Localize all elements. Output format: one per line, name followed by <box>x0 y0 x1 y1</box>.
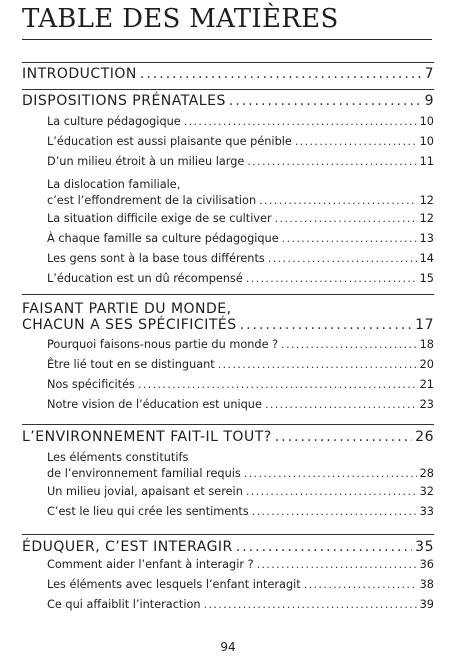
toc-entry[interactable] <box>22 575 434 595</box>
toc-section-page: 17 <box>415 317 434 333</box>
dot-leader <box>240 317 413 333</box>
dot-leader <box>247 152 416 172</box>
toc-section-4 <box>22 534 434 615</box>
dot-leader <box>218 355 417 375</box>
toc-entry-page: 11 <box>419 155 434 168</box>
toc-entry[interactable] <box>22 229 434 249</box>
dot-leader <box>265 395 417 415</box>
toc-entry[interactable] <box>22 555 434 575</box>
toc-entry[interactable] <box>22 375 434 395</box>
dot-leader <box>257 555 417 575</box>
toc-entry-label: L’éducation est un dû récompensé <box>47 272 243 285</box>
dot-leader <box>281 335 417 355</box>
toc-section-page: 9 <box>424 93 434 109</box>
toc-entry-label: INTRODUCTION <box>22 66 137 82</box>
toc-section-heading[interactable] <box>22 539 434 555</box>
toc-entry-page: 23 <box>419 398 434 411</box>
dot-leader <box>275 209 417 229</box>
toc-entry[interactable] <box>22 152 434 172</box>
toc-section-page: 26 <box>415 429 434 445</box>
section-divider <box>22 424 434 425</box>
toc-entry-label: Les gens sont à la base tous différents <box>47 252 265 265</box>
toc-entry[interactable] <box>22 395 434 415</box>
toc-entry[interactable] <box>22 482 434 502</box>
dot-leader <box>236 539 412 555</box>
toc-section-introduction <box>22 62 434 82</box>
dot-leader <box>268 249 417 269</box>
toc-entry-page: 14 <box>419 252 434 265</box>
toc-entry[interactable] <box>22 112 434 132</box>
dot-leader <box>252 502 417 522</box>
toc-entry-page: 21 <box>419 378 434 391</box>
toc-section-1 <box>22 89 434 289</box>
toc-section-title: DISPOSITIONS PRÉNATALES <box>22 93 226 109</box>
toc-entry-page: 7 <box>424 66 434 82</box>
dot-leader <box>204 595 417 615</box>
toc-entry[interactable] <box>22 209 434 229</box>
section-divider <box>22 294 434 295</box>
page-number: 94 <box>220 640 236 654</box>
toc-section-page: 35 <box>415 539 434 555</box>
toc-section-title: CHACUN A SES SPÉCIFICITÉS <box>22 317 237 333</box>
toc-section-3 <box>22 424 434 522</box>
toc-entry-label: de l’environnement familial requis <box>47 467 241 480</box>
toc-entry-label: Pourquoi faisons-nous partie du monde ? <box>47 338 279 351</box>
toc-entry-page: 33 <box>419 505 434 518</box>
toc-entry-label: Comment aider l’enfant à interagir ? <box>47 558 254 571</box>
toc-entry-page: 32 <box>419 485 434 498</box>
toc-entry-introduction[interactable] <box>22 66 434 82</box>
toc-entry[interactable] <box>22 249 434 269</box>
dot-leader <box>244 465 417 482</box>
toc-entry[interactable] <box>22 172 434 209</box>
toc-entry-page: 10 <box>419 135 434 148</box>
toc-section-title-line1: FAISANT PARTIE DU MONDE, <box>22 301 232 317</box>
section-divider <box>22 534 434 535</box>
toc-entry-label-line1: La dislocation familiale, <box>47 178 181 191</box>
toc-section-title: L’ENVIRONNEMENT FAIT-IL TOUT? <box>22 429 272 445</box>
section-divider <box>22 89 434 90</box>
title-divider <box>22 39 432 40</box>
toc-entry[interactable] <box>22 595 434 615</box>
dot-leader <box>295 132 417 152</box>
toc-entry-label: c’est l’effondrement de la civilisation <box>47 194 257 207</box>
toc-entry[interactable] <box>22 269 434 289</box>
toc-entry-page: 12 <box>419 212 434 225</box>
dot-leader <box>282 229 417 249</box>
toc-section-2 <box>22 294 434 415</box>
page-title: TABLE DES MATIÈRES <box>22 4 339 34</box>
dot-leader <box>246 269 417 289</box>
toc-entry-page: 10 <box>419 115 434 128</box>
toc-entry[interactable] <box>22 355 434 375</box>
toc-entry-page: 15 <box>419 272 434 285</box>
toc-entry-page: 20 <box>419 358 434 371</box>
section-divider <box>22 62 434 63</box>
toc-section-heading[interactable] <box>22 429 434 445</box>
dot-leader <box>259 192 417 209</box>
toc-entry-label: L’éducation est aussi plaisante que pénible <box>47 135 292 148</box>
toc-entry-label: À chaque famille sa culture pédagogique <box>47 232 279 245</box>
toc-section-heading[interactable] <box>22 301 434 333</box>
dot-leader <box>304 575 417 595</box>
dot-leader <box>246 482 417 502</box>
toc-entry-label-line1: Les éléments constitutifs <box>47 451 189 464</box>
toc-entry-label: D’un milieu étroit à un milieu large <box>47 155 245 168</box>
toc-entry-page: 12 <box>419 194 434 207</box>
toc-entry-label: Ce qui affaiblit l’interaction <box>47 598 201 611</box>
toc-entry-label: Être lié tout en se distinguant <box>47 358 215 371</box>
toc-entry[interactable] <box>22 502 434 522</box>
toc-entry-label: C’est le lieu qui crée les sentiments <box>47 505 249 518</box>
toc-entry-page: 38 <box>419 578 434 591</box>
dot-leader <box>275 429 412 445</box>
dot-leader <box>138 375 417 395</box>
toc-entry-page: 36 <box>419 558 434 571</box>
toc-entry-label: La situation difficile exige de se cultiver <box>47 212 272 225</box>
toc-section-heading[interactable] <box>22 93 434 109</box>
toc-entry-page: 28 <box>419 467 434 480</box>
toc-entry-label: Nos spécificités <box>47 378 135 391</box>
toc-entry-page: 13 <box>419 232 434 245</box>
toc-entry[interactable] <box>22 132 434 152</box>
toc-entry-page: 39 <box>419 598 434 611</box>
toc-entry-label: La culture pédagogique <box>47 115 181 128</box>
toc-entry-page: 18 <box>419 338 434 351</box>
toc-entry-label: Un milieu jovial, apaisant et serein <box>47 485 243 498</box>
toc-entry[interactable] <box>22 445 434 482</box>
toc-entry-label: Les éléments avec lesquels l’enfant interagit <box>47 578 301 591</box>
toc-entry[interactable] <box>22 335 434 355</box>
dot-leader <box>184 112 417 132</box>
toc-section-title: ÉDUQUER, C’EST INTERAGIR <box>22 539 233 555</box>
dot-leader <box>229 93 422 109</box>
toc-entry-label: Notre vision de l’éducation est unique <box>47 398 262 411</box>
dot-leader <box>140 66 422 82</box>
